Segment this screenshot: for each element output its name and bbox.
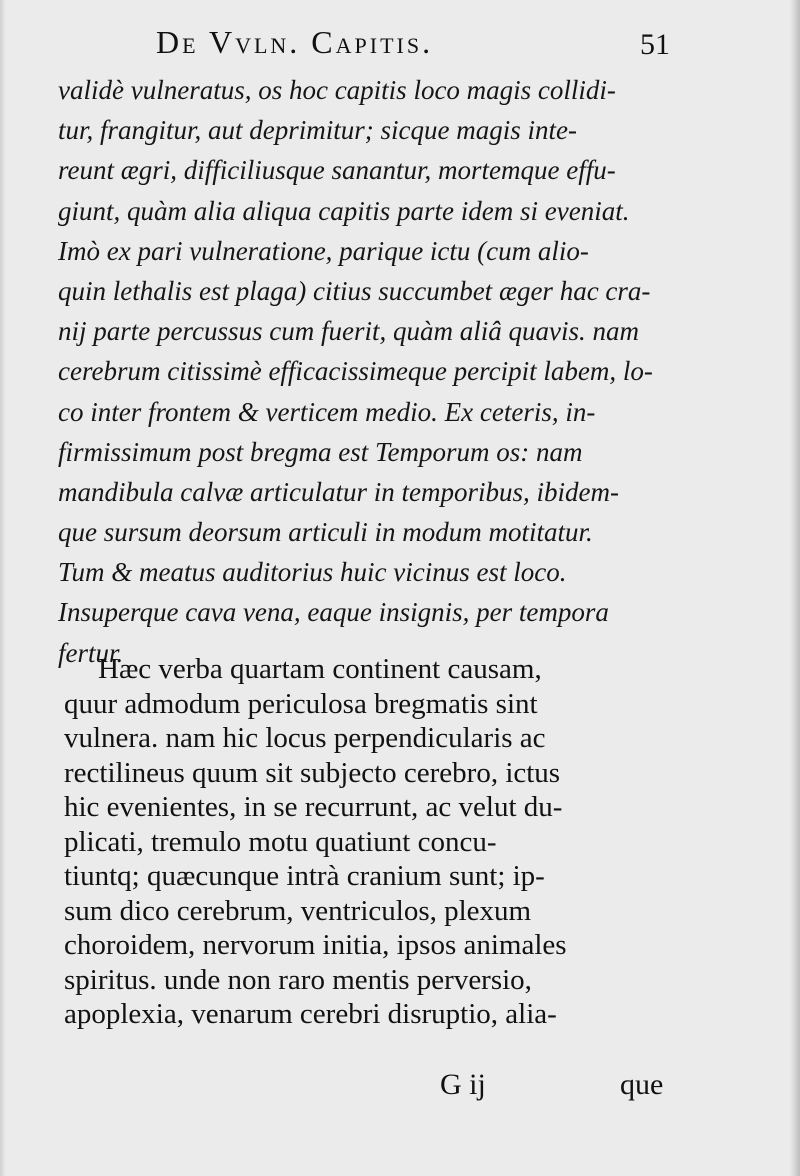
roman-text-block — [64, 652, 684, 1032]
italic-line: Tum & meatus auditorius huic vicinus est loco. — [58, 557, 567, 588]
italic-line: fertur. — [58, 637, 124, 668]
page-edge-shadow-right — [790, 0, 800, 1176]
roman-line: quur admodum periculosa bregmatis sint — [64, 687, 538, 720]
italic-line: validè vulneratus, os hoc capitis loco magis collidi- — [58, 75, 616, 105]
italic-line: firmissimum post bregma est Temporum os: nam — [58, 436, 583, 467]
roman-line: hic evenientes, in se recurrunt, ac velut du- — [64, 791, 563, 823]
roman-line: rectilineus quum sit subjecto cerebro, ictus — [64, 756, 561, 789]
roman-line: choroidem, nervorum initia, ipsos animales — [64, 929, 567, 961]
italic-line: Insuperque cava vena, eaque insignis, per tempora — [58, 597, 609, 628]
italic-text-block — [58, 70, 688, 673]
roman-line: plicati, tremulo motu quatiunt concu- — [64, 825, 497, 858]
italic-line: giunt, quàm alia aliqua capitis parte idem si eveniat. — [58, 195, 630, 226]
roman-line: Hæc verba quartam continent causam, — [98, 653, 542, 685]
italic-line: tur, frangitur, aut deprimitur; sicque magis inte- — [58, 115, 577, 146]
page-footer — [0, 1068, 800, 1108]
roman-line: vulnera. nam hic locus perpendicularis ac — [64, 722, 546, 754]
signature-mark: G ij — [440, 1068, 486, 1101]
roman-line: apoplexia, venarum cerebri disruptio, alia- — [64, 998, 557, 1030]
roman-line: tiuntq; quæcunque intrà cranium sunt; ip- — [64, 860, 545, 892]
italic-line: Imò ex pari vulneratione, parique ictu (cum alio- — [58, 235, 589, 266]
italic-line: cerebrum citissimè efficacissimeque percipit labem, lo- — [58, 356, 653, 387]
catchword: que — [620, 1068, 664, 1101]
italic-line: nij parte percussus cum fuerit, quàm aliâ quavis. nam — [58, 316, 639, 347]
page-number: 51 — [640, 28, 670, 61]
roman-line: sum dico cerebrum, ventriculos, plexum — [64, 894, 532, 927]
running-head-title: De Vvln. Capitis. — [156, 24, 434, 60]
roman-line: spiritus. unde non raro mentis perversio, — [64, 963, 532, 996]
italic-line: que sursum deorsum articuli in modum motitatur. — [58, 517, 593, 548]
italic-line: quin lethalis est plaga) citius succumbet æger hac cra- — [58, 275, 651, 306]
italic-line: mandibula calvæ articulatur in temporibus, ibidem- — [58, 476, 619, 507]
italic-line: co inter frontem & verticem medio. Ex ceteris, in- — [58, 396, 596, 427]
page-edge-shadow-left — [0, 0, 6, 1176]
italic-line: reunt ægri, difficiliusque sanantur, mortemque effu- — [58, 155, 616, 186]
